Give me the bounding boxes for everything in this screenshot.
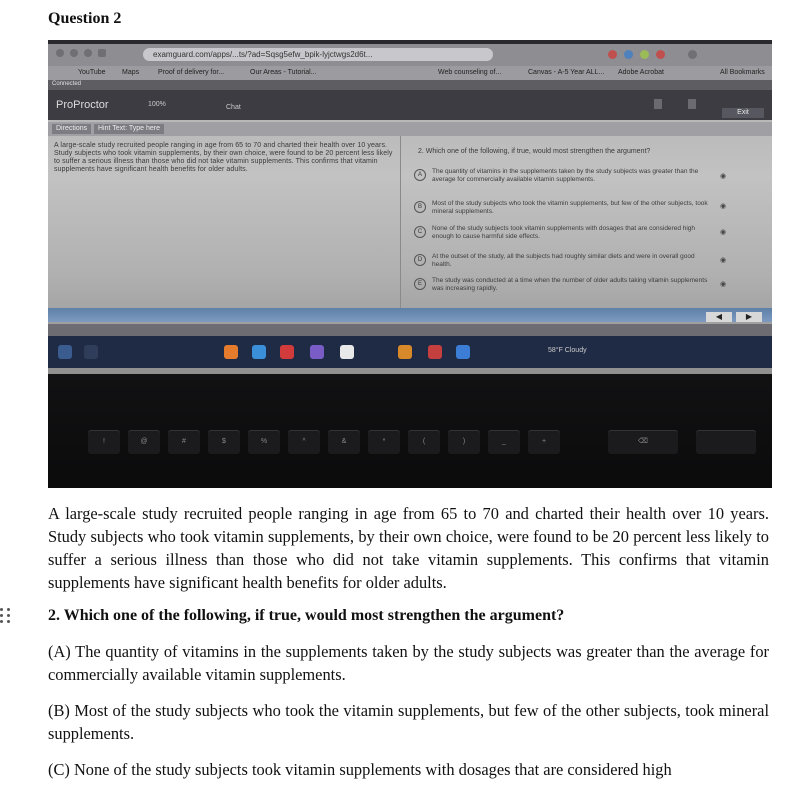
eye-icon: ◉ — [720, 228, 727, 236]
app-icon — [280, 345, 294, 359]
proctor-button — [688, 99, 696, 109]
search-icon — [84, 345, 98, 359]
screen-option-bubble: B — [414, 201, 426, 213]
start-icon — [58, 345, 72, 359]
line-reader-ruler — [48, 308, 772, 322]
proctor-button — [654, 99, 662, 109]
screen-option — [414, 168, 714, 183]
screen-divider — [400, 136, 401, 308]
tool-tabs — [48, 122, 772, 136]
app-icon — [252, 345, 266, 359]
screen-option-text: At the outset of the study, all the subjects had roughly similar diets and were in overall good health. — [432, 253, 695, 268]
os-taskbar — [48, 336, 772, 368]
eye-icon: ◉ — [720, 172, 727, 180]
browser-toolbar — [48, 44, 772, 66]
laptop-photo — [48, 40, 772, 488]
laptop-screen — [48, 44, 772, 374]
home-icon — [98, 49, 106, 57]
screen-option-bubble: D — [414, 254, 426, 266]
eye-icon: ◉ — [720, 202, 727, 210]
exam-footer — [48, 324, 772, 336]
tab-directions: Directions — [52, 124, 91, 134]
bookmark-item: Web counseling of... — [438, 69, 502, 76]
bookmark-item: Canvas - A-5 Year ALL... — [528, 69, 605, 76]
profile-icon — [688, 50, 697, 59]
answer-option-a: (A) The quantity of vitamins in the supplements taken by the study subjects was greater than the average for commercially available vitamin supplements. — [48, 642, 769, 684]
drag-handle-icon[interactable] — [0, 608, 12, 624]
exit-button: Exit — [722, 108, 764, 118]
bookmark-item: YouTube — [78, 69, 106, 76]
bookmark-item: Maps — [122, 69, 140, 76]
screen-option-text: None of the study subjects took vitamin supplements with dosages that are considered high enough to cause harmful side effects. — [432, 225, 696, 240]
connection-status: Connected — [52, 81, 82, 87]
screen-option — [414, 225, 714, 240]
reload-icon — [84, 49, 92, 57]
bookmarks-bar — [48, 66, 772, 80]
bookmark-item: Adobe Acrobat — [618, 69, 664, 76]
chat-label: Chat — [226, 104, 241, 111]
app-icon — [310, 345, 324, 359]
question-heading: Question 2 — [48, 10, 122, 27]
screen-option — [414, 253, 714, 268]
proctor-logo: ProProctor — [56, 99, 109, 111]
screen-question: 2. Which one of the following, if true, would most strengthen the argument? — [418, 148, 651, 155]
extension-icon — [656, 50, 665, 59]
question-stem: 2. Which one of the following, if true, would most strengthen the argument? — [48, 607, 565, 624]
prev-arrow-icon: ◀ — [706, 312, 732, 322]
screen-option-bubble: E — [414, 278, 426, 290]
extension-icon — [640, 50, 649, 59]
forward-icon — [70, 49, 78, 57]
proctor-header — [48, 90, 772, 120]
screen-option-text: The quantity of vitamins in the supplements taken by the study subjects was greater than the average for commercially available vitamin supplements. — [432, 168, 699, 183]
bookmark-item: Proof of delivery for... — [158, 69, 225, 76]
app-icon — [428, 345, 442, 359]
app-icon — [398, 345, 412, 359]
eye-icon: ◉ — [720, 256, 727, 264]
screen-option-bubble: C — [414, 226, 426, 238]
bookmark-item: Our Areas - Tutorial... — [250, 69, 317, 76]
url-field: examguard.com/apps/...ts/?ad=Sqsg5efw_bpik-lyjctwgs2d6t... — [143, 48, 493, 61]
screen-passage: A large-scale study recruited people ranging in age from 65 to 70 and charted their health over 10 years. Study subjects who took vitamin supplements, by their own choice, were found to be 20 percent less likely to suffer a serious illness than those who did not take vitamin supplements. This confirms that vitamin supplements have significant health benefits for older adults. — [54, 142, 393, 173]
screen-option — [414, 200, 714, 215]
app-icon — [224, 345, 238, 359]
weather-widget: 58°F Cloudy — [548, 347, 587, 354]
zoom-level: 100% — [148, 101, 166, 108]
eye-icon: ◉ — [720, 280, 727, 288]
connection-bar — [48, 80, 772, 90]
screen-option-text: Most of the study subjects who took the vitamin supplements, but few of the other subjects, took mineral supplements. — [432, 200, 708, 215]
next-arrow-icon: ▶ — [736, 312, 762, 322]
back-icon — [56, 49, 64, 57]
tab-hint: Hint Text: Type here — [94, 124, 164, 134]
screen-option — [414, 277, 714, 292]
screen-option-text: The study was conducted at a time when the number of older adults taking vitamin supplements was increasing rapidly. — [432, 277, 708, 292]
app-icon — [340, 345, 354, 359]
answer-option-c: (C) None of the study subjects took vitamin supplements with dosages that are considered high — [48, 760, 672, 779]
passage-text: A large-scale study recruited people ranging in age from 65 to 70 and charted their health over 10 years. Study subjects who took vitamin supplements, by their own choice, were found to be 20 percent less likely to suffer a serious illness than those who did not take vitamin supplements. This confirms that vitamin supplements have significant health benefits for older adults. — [48, 504, 769, 592]
bookmark-item: All Bookmarks — [720, 69, 765, 76]
laptop-keyboard: ! @ # $ % ^ & * ( ) _ + ⌫ — [48, 428, 772, 488]
answer-option-b: (B) Most of the study subjects who took the vitamin supplements, but few of the other subjects, took mineral supplements. — [48, 701, 769, 743]
nav-arrows — [702, 312, 762, 322]
screen-option-bubble: A — [414, 169, 426, 181]
extension-icon — [624, 50, 633, 59]
app-icon — [456, 345, 470, 359]
extension-icon — [608, 50, 617, 59]
